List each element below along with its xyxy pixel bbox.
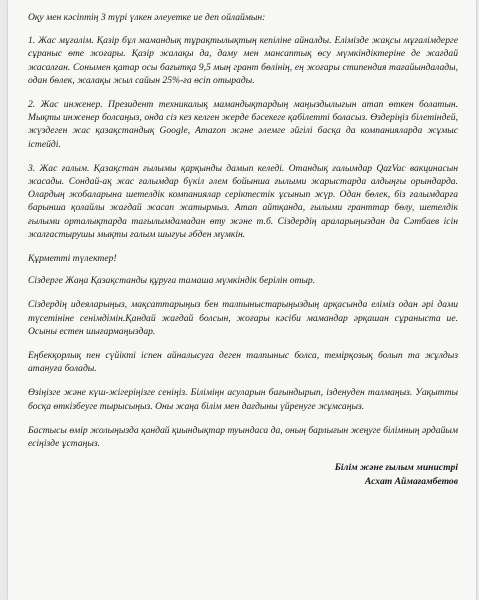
closing-paragraph-2: Сіздердің идеяларыңыз, мақсаттарыңыз бен талпыныстарыңыздың арқасында еліміз одан әрі дами түсетініне сенімдімін.Қандай жағдай болсын, жоғары кәсіби мамандар әрқашан сұраныста ие. Осыны естен шығармаңыздар.: [28, 299, 458, 337]
paragraph-teacher: 1. Жас мұғалім. Қазір бұл мамандық тұрақтылықтың кепіліне айналды. Елімізде жақсы мұғалімдерге сұраныс өте жоғары. Қазір жалақы да, даму мен мансаптық өсу мүмкіндіктеріне де жағдай жасалған. Сонымен қатар осы бағытқа 9,5 мың грант бөлінің, ең жоғары стипендия тағайындалады, одан бөлек, жалақы жыл сайын 25%-ға өсіп отырады.: [28, 35, 458, 86]
closing-paragraph-5: Бастысы өмір жолыңызда қандай қиындықтар туындаса да, оның барлығын жеңуге білімның әрдайым есіңізде ұстаңыз.: [28, 424, 458, 450]
paragraph-scientist: 3. Жас ғалым. Қазақстан ғылымы қарқынды дамып келеді. Отандық ғалымдар QazVac вакцинасын жасады. Сондай-ақ жас ғалымдар бүкіл әлем бойынша ғылыми жарыстарда алдыңғы орындарда. Олардың жобаларына шетелдік компаниялар серіктестік ұсынып жүр. Одан бөлек, біз ғалымдарға барынша қолайлы жағдай жасап жатырмыз. Атап айтқанда, ғылыми гранттар бөлу, шетелдік ғылыми орталықтарда тағылымдамадан өту және т.б. Сіздердің араларыңыздан да Сәтбаев ісін жалғастырушы мықты ғалым шығуы әбден мүмкін.: [28, 162, 458, 240]
greeting: Құрметті түлектер!: [28, 253, 117, 265]
document-body: [28, 11, 458, 488]
closing-paragraph-3: Еңбекқорлық пен сүйікті іспен айналысуға деген талпыныс болса, темірқозық болып та жұлдыз атануға болады.: [28, 350, 458, 375]
paragraph-engineer: 2. Жас инженер. Президент техникалық мамандықтардың маңыздылығын атап өткен болатын. Мықты инженер болсаңыз, онда сіз кез келген жерде бәсекеге қабілетті боласыз. Өздеріңіз білетіндей, жүздеген жас қазақстандық Google, Amazon және әлемге әйгілі басқа да компанияларда жұмыс істейді.: [28, 99, 458, 150]
closing-paragraph-1: Сіздерге Жаңа Қазақстанды құруға тамаша мүмкіндік берілін отыр.: [28, 275, 316, 287]
signature-title: Білім және ғылым министрі: [334, 462, 458, 474]
document-page: [8, 0, 476, 600]
signature-block: [28, 461, 458, 488]
intro-paragraph: Оқу мен кәсіптің 3 түрі үлкен әлеуетке ие деп ойлаймын:: [28, 12, 266, 23]
closing-paragraph-4: Өзіңізге және күш-жігеріңізге сеніңіз. Біліміңн асуларын бағындырып, ізденуден талмаңыз. Уақытты босқа өткізбеуге тырысыңыз. Оны жаңа білім мен дағдыны үйренуге жұмсаңыз.: [28, 387, 458, 412]
signature-name: Асхат Аймағамбетов: [364, 475, 458, 487]
